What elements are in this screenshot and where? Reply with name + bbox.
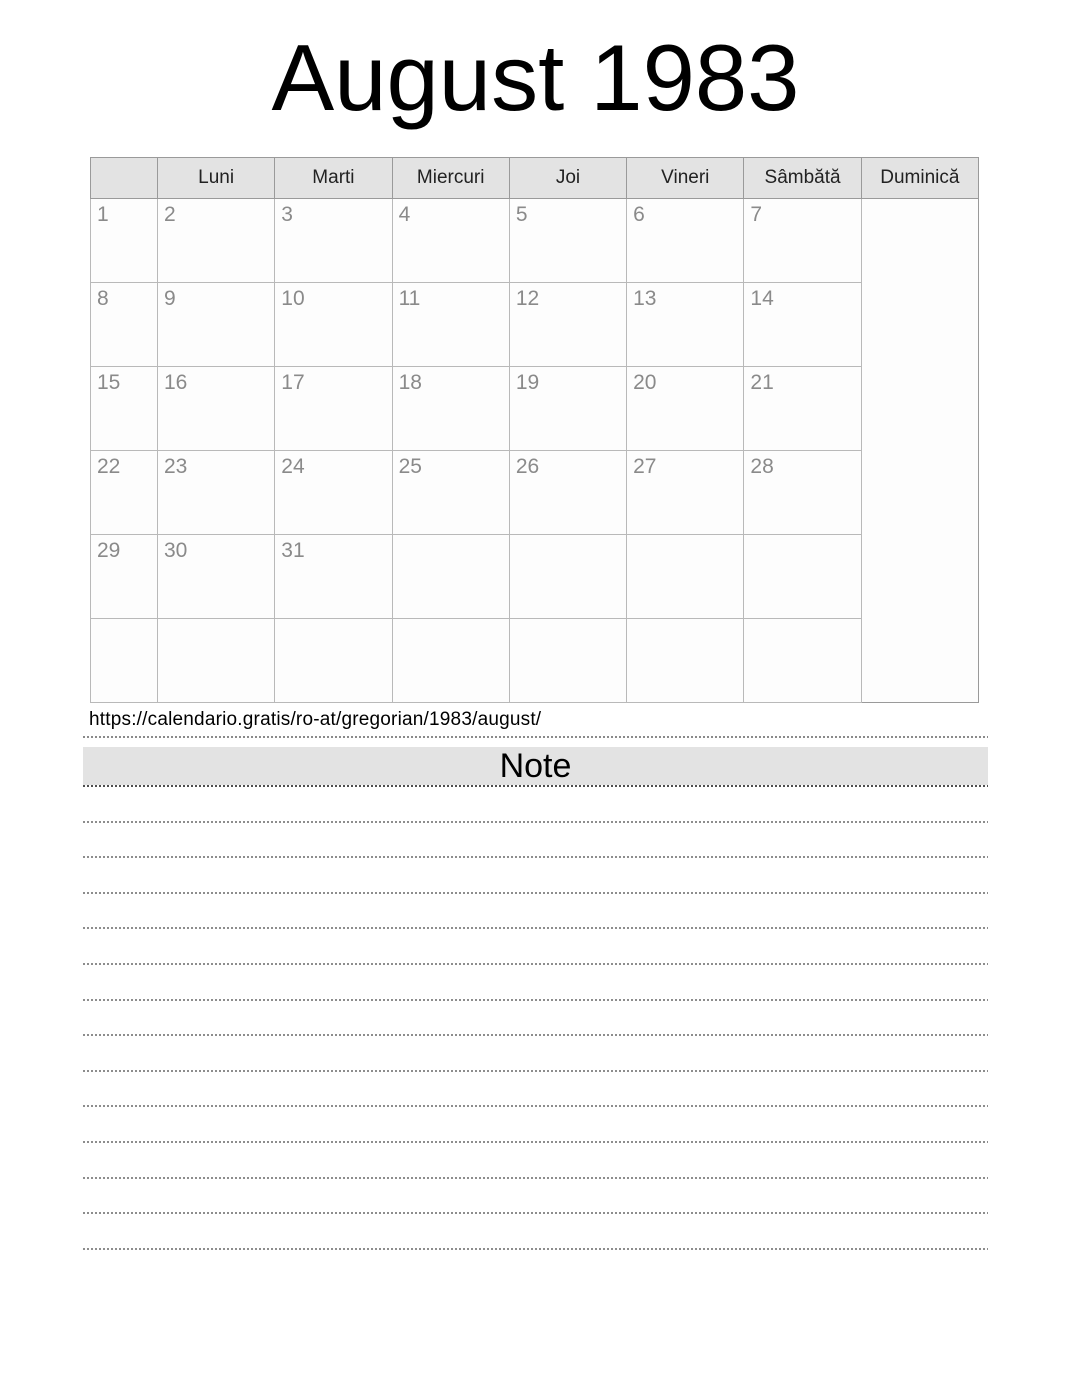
source-url-text: https://calendario.gratis/ro-at/gregorian/1983/august/ xyxy=(89,709,542,730)
day-number: 24 xyxy=(281,455,305,478)
note-line xyxy=(83,1036,988,1072)
day-cell-empty xyxy=(158,619,275,703)
note-line xyxy=(83,965,988,1001)
day-cell xyxy=(392,283,509,367)
note-line xyxy=(83,1214,988,1250)
day-cell xyxy=(91,199,158,283)
day-header: Luni xyxy=(158,158,275,199)
note-line xyxy=(83,1001,988,1037)
day-cell xyxy=(158,367,275,451)
day-number: 23 xyxy=(164,455,188,478)
week-row xyxy=(91,367,979,451)
day-header: Sâmbătă xyxy=(744,158,861,199)
day-header: Marti xyxy=(275,158,392,199)
day-cell-empty xyxy=(509,619,626,703)
day-cell xyxy=(509,283,626,367)
day-cell xyxy=(91,283,158,367)
day-cell xyxy=(275,535,392,619)
page-title: August 1983 xyxy=(271,25,800,130)
note-line xyxy=(83,787,988,823)
day-number: 19 xyxy=(515,371,540,394)
day-cell-empty xyxy=(275,619,392,703)
day-number: 29 xyxy=(97,539,121,562)
note-line xyxy=(83,823,988,859)
day-header: Duminică xyxy=(861,158,978,199)
day-cell xyxy=(509,367,626,451)
day-cell-empty xyxy=(744,535,861,619)
day-cell xyxy=(275,199,392,283)
day-cell xyxy=(275,367,392,451)
day-number: 26 xyxy=(515,455,540,478)
day-cell xyxy=(91,367,158,451)
week-row xyxy=(91,535,979,619)
day-cell-empty xyxy=(627,619,744,703)
note-line xyxy=(83,929,988,965)
day-cell xyxy=(627,199,744,283)
day-cell xyxy=(627,283,744,367)
day-header: Joi xyxy=(509,158,626,199)
day-number: 28 xyxy=(750,455,774,478)
day-number: 13 xyxy=(633,287,657,310)
day-cell xyxy=(275,283,392,367)
week-row xyxy=(91,199,979,283)
day-cell-empty xyxy=(392,619,509,703)
notes-ruled-lines xyxy=(83,787,988,1250)
day-cell xyxy=(744,367,861,451)
day-number: 25 xyxy=(398,455,422,478)
day-number: 7 xyxy=(750,203,763,226)
day-cell-empty xyxy=(392,535,509,619)
day-cell xyxy=(509,451,626,535)
day-cell xyxy=(744,451,861,535)
day-cell xyxy=(744,283,861,367)
day-cell xyxy=(509,199,626,283)
day-cell-empty xyxy=(627,535,744,619)
day-number: 16 xyxy=(164,371,188,394)
day-number: 12 xyxy=(515,287,540,310)
day-cell xyxy=(744,199,861,283)
note-line xyxy=(83,1179,988,1215)
notes-top-rule xyxy=(83,736,988,738)
day-number: 4 xyxy=(398,203,411,226)
day-number: 20 xyxy=(633,371,657,394)
day-cell xyxy=(158,283,275,367)
day-number: 15 xyxy=(97,371,121,394)
day-number: 21 xyxy=(750,371,774,394)
day-number: 17 xyxy=(281,371,305,394)
day-number: 31 xyxy=(281,539,305,562)
note-line xyxy=(83,858,988,894)
week-row xyxy=(91,283,979,367)
calendar-header-row xyxy=(91,158,979,199)
note-line xyxy=(83,894,988,930)
week-gutter-column xyxy=(91,158,158,199)
day-number: 22 xyxy=(97,455,121,478)
day-number: 9 xyxy=(164,287,176,310)
day-cell xyxy=(627,451,744,535)
day-cell-empty xyxy=(509,535,626,619)
day-number: 18 xyxy=(398,371,422,394)
day-cell-empty xyxy=(744,619,861,703)
note-line xyxy=(83,1143,988,1179)
day-cell xyxy=(158,451,275,535)
day-header: Vineri xyxy=(627,158,744,199)
day-number: 11 xyxy=(398,287,421,310)
day-cell xyxy=(91,535,158,619)
day-number: 30 xyxy=(164,539,188,562)
day-cell xyxy=(627,367,744,451)
notes-header-bar xyxy=(83,747,988,785)
note-line xyxy=(83,1107,988,1143)
day-number: 6 xyxy=(633,203,645,226)
notes-title: Note xyxy=(499,747,572,785)
day-cell xyxy=(392,199,509,283)
day-cell xyxy=(392,367,509,451)
day-cell xyxy=(392,451,509,535)
day-number: 2 xyxy=(164,203,176,226)
day-cell xyxy=(275,451,392,535)
day-cell xyxy=(91,451,158,535)
day-number: 27 xyxy=(633,455,657,478)
calendar-body xyxy=(91,199,979,703)
day-number: 10 xyxy=(281,287,305,310)
week-row xyxy=(91,451,979,535)
day-cell xyxy=(158,535,275,619)
day-header: Miercuri xyxy=(392,158,509,199)
day-number: 3 xyxy=(281,203,293,226)
calendar-table xyxy=(90,157,979,703)
notes-section xyxy=(83,736,988,1250)
note-line xyxy=(83,1072,988,1108)
week-row xyxy=(91,619,979,703)
day-cell xyxy=(158,199,275,283)
day-number: 8 xyxy=(97,287,109,310)
day-number: 5 xyxy=(515,203,528,226)
day-cell-empty xyxy=(91,619,158,703)
day-number: 14 xyxy=(750,287,774,310)
day-number: 1 xyxy=(97,203,109,226)
